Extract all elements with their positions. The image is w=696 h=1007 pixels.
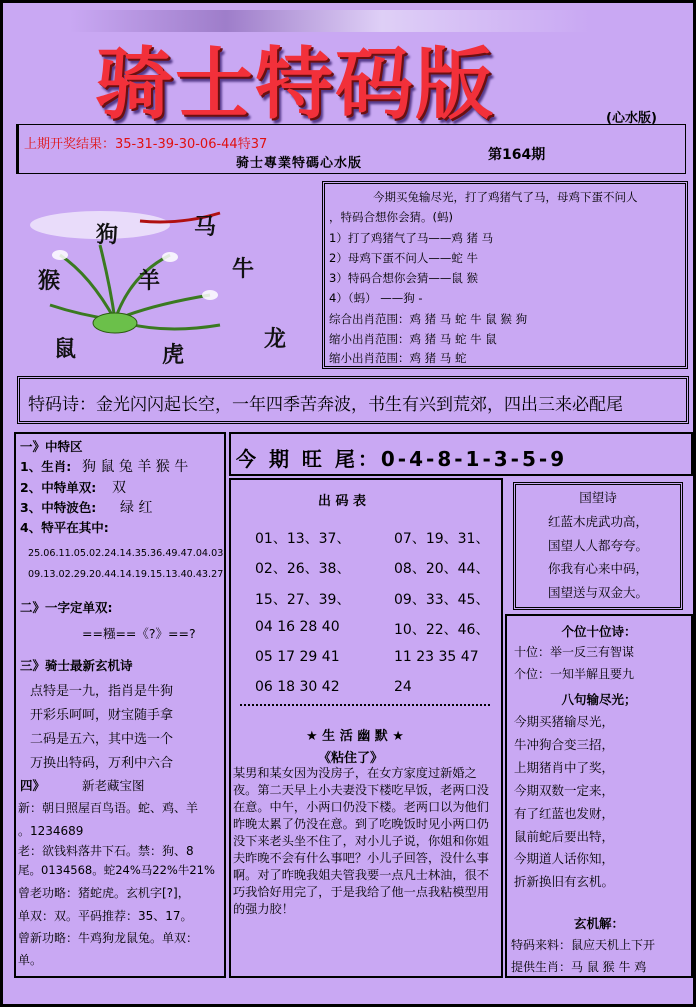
single-double-code: ==糨==《?》==?	[82, 626, 196, 641]
treasure-line: 单双：双。平码推荐：35、17。	[18, 909, 193, 923]
chuma-right: 24	[394, 679, 412, 695]
tema-poem: 特码诗：金光闪闪起长空，一年四季苦奔波，书生有兴到荒郊，四出三来必配尾	[28, 395, 623, 415]
edition-label: (心水版)	[606, 111, 657, 126]
chuma-left: 05 17 29 41	[255, 649, 340, 665]
zodiac-monkey: 猴	[38, 268, 61, 294]
chuma-left: 06 18 30 42	[255, 679, 340, 695]
xuanji-title: 玄机解：	[573, 916, 624, 931]
chuma-left: 01、13、37、	[255, 531, 351, 547]
riddle-line: 3）特码合想你会猜——鼠 猴	[329, 271, 478, 285]
subtitle: 骑士專業特碼心水版	[236, 156, 363, 171]
bose-label: 3、中特波色:	[20, 500, 97, 515]
zodiac-ox: 牛	[232, 256, 255, 282]
riddle-box	[322, 181, 688, 369]
poem-line: 万换出特码，万利中六合	[30, 756, 174, 771]
treasure-line: 曾老功略：猪蛇虎。玄机字[?]，	[18, 886, 190, 900]
chuma-right: 11 23 35 47	[394, 649, 479, 665]
chuma-right: 08、20、44、	[394, 561, 490, 577]
poem-line: 开彩乐呵呵，财宝随手拿	[30, 708, 174, 723]
guowang-line: 红蓝木虎武功高，	[547, 514, 648, 529]
treasure-line: 曾新功略：牛鸡狗龙鼠兔。单双：	[18, 931, 199, 945]
eight-line: 上期猪肖中了奖，	[514, 760, 615, 775]
riddle-line: 综合出肖范围：鸡 猪 马 蛇 牛 鼠 猴 狗	[329, 312, 528, 326]
section-title: 三》骑士最新玄机诗	[20, 658, 133, 673]
guowang-title: 国望诗	[579, 490, 617, 505]
eight-line: 有了红蓝也发财，	[514, 806, 615, 821]
section-title: 一》中特区	[20, 439, 83, 454]
chuma-right: 10、22、46、	[394, 622, 490, 638]
section-title: 二》一字定单双:	[20, 600, 113, 615]
treasure-line: 新：朝日照屋百鸟语。蛇、鸡、羊	[18, 801, 199, 815]
guowang-line: 你我有心来中码，	[547, 561, 648, 576]
brand-title: 骑士特码版	[95, 39, 496, 130]
chuma-title: 出 码 表	[318, 494, 367, 509]
danshuang-value: 双	[112, 480, 126, 496]
treasure-map-title: 新老藏宝图	[82, 778, 145, 793]
guowang-line: 国望送与双金大。	[547, 585, 648, 600]
wang-tail: 今 期 旺 尾：0-4-8-1-3-5-9	[236, 447, 568, 471]
joke-heading: ★ 生 活 幽 默 ★	[306, 729, 404, 744]
eight-lines-title: 八句输尽光；	[561, 692, 637, 707]
xuanji-zodiac: 提供生肖：马 鼠 猴 牛 鸡	[511, 960, 647, 974]
zodiac-tiger: 虎	[162, 342, 185, 368]
eight-line: 今期双数一定来，	[514, 783, 615, 798]
zodiac-horse: 马	[194, 214, 217, 240]
eight-line: 牛冲狗合变三招，	[514, 737, 615, 752]
last-result: 上期开奖结果：35-31-39-30-06-44特37	[24, 137, 268, 152]
poem-line: 二码是五六，其中选一个	[30, 732, 174, 747]
eight-line: 折新换旧有玄机。	[514, 874, 615, 889]
chuma-left: 04 16 28 40	[255, 619, 340, 635]
eight-line: 鼠前蛇后要出特，	[514, 829, 615, 844]
danshuang-label: 2、中特单双:	[20, 480, 97, 495]
section-title: 四》	[20, 778, 46, 793]
xuanji-source: 特码来料：鼠应天机上下开	[511, 938, 656, 952]
dotted-divider	[240, 704, 490, 706]
riddle-line: 4）（蚂） ——狗 -	[329, 291, 423, 305]
joke-body: 某男和某女因为没房子，在女方家度过新婚之夜。第二天早上小夫妻没下楼吃早饭，老两口没在意。中午，小两口仍没下楼。老两口以为他们昨晚太累了仍没在意。到了吃晚饭时见小两口仍没下来老头坐不住了，对小儿子说，你姐和你姐夫昨晚不会有什么事吧？小儿子回答，没什么事啊。对了昨晚我姐夫管我要一点凡士林油，很不巧我恰好用完了，于是我给了他一点我粘模型用的强力胶！	[233, 766, 489, 916]
bose-value: 绿 红	[120, 500, 153, 516]
treasure-line: 尾。0134568。蛇24%马22%牛21%	[18, 863, 215, 877]
chuma-right: 07、19、31、	[394, 531, 490, 547]
treasure-line: 老：欲钱料落井下石。禁：狗、8	[18, 844, 194, 858]
riddle-line: 1）打了鸡猪气了马——鸡 猪 马	[329, 231, 494, 245]
shengxiao-label: 1、生肖:	[20, 459, 72, 474]
shengxiao-value: 狗 鼠 兔 羊 猴 牛	[82, 459, 189, 475]
zodiac-goat: 羊	[138, 268, 161, 294]
riddle-line: ，特码合想你会猜。(蚂)	[329, 210, 453, 224]
chuma-left: 02、26、38、	[255, 561, 351, 577]
issue-number: 第164期	[488, 147, 546, 163]
riddle-line: 缩小出肖范围：鸡 猪 马 蛇	[329, 351, 467, 365]
digit-poem-title: 个位十位诗：	[561, 624, 637, 639]
riddle-line: 缩小出肖范围：鸡 猪 马 蛇 牛 鼠	[329, 332, 497, 346]
eight-line: 今期道人话你知，	[514, 851, 615, 866]
tens-line: 十位：举一反三有智谋	[514, 645, 635, 659]
zodiac-dragon: 龙	[264, 326, 287, 352]
ping-numbers: 25.06.11.05.02.24.14.35.36.49.47.04.03.	[28, 548, 227, 559]
ping-label: 4、特平在其中:	[20, 520, 109, 535]
guowang-line: 国望人人都夸夸。	[547, 538, 648, 553]
poem-line: 点特是一九，指肖是牛狗	[30, 684, 174, 699]
riddle-line: 2）母鸡下蛋不问人——蛇 牛	[329, 251, 478, 265]
chuma-right: 09、33、45、	[394, 592, 490, 608]
units-line: 个位：一知半解且要九	[514, 667, 635, 681]
joke-title: 《粘住了》	[318, 751, 384, 766]
riddle-line: 今期买兔输尽光，打了鸡猪气了马，母鸡下蛋不问人	[373, 190, 638, 204]
chuma-left: 15、27、39、	[255, 592, 351, 608]
ping-numbers: 09.13.02.29.20.44.14.19.15.13.40.43.27.	[28, 569, 227, 580]
treasure-line: 。1234689	[18, 824, 84, 838]
zodiac-dog: 狗	[96, 222, 119, 248]
zodiac-rat: 鼠	[54, 336, 77, 362]
treasure-line: 单。	[18, 953, 43, 967]
eight-line: 今期买猪输尽光，	[514, 714, 615, 729]
